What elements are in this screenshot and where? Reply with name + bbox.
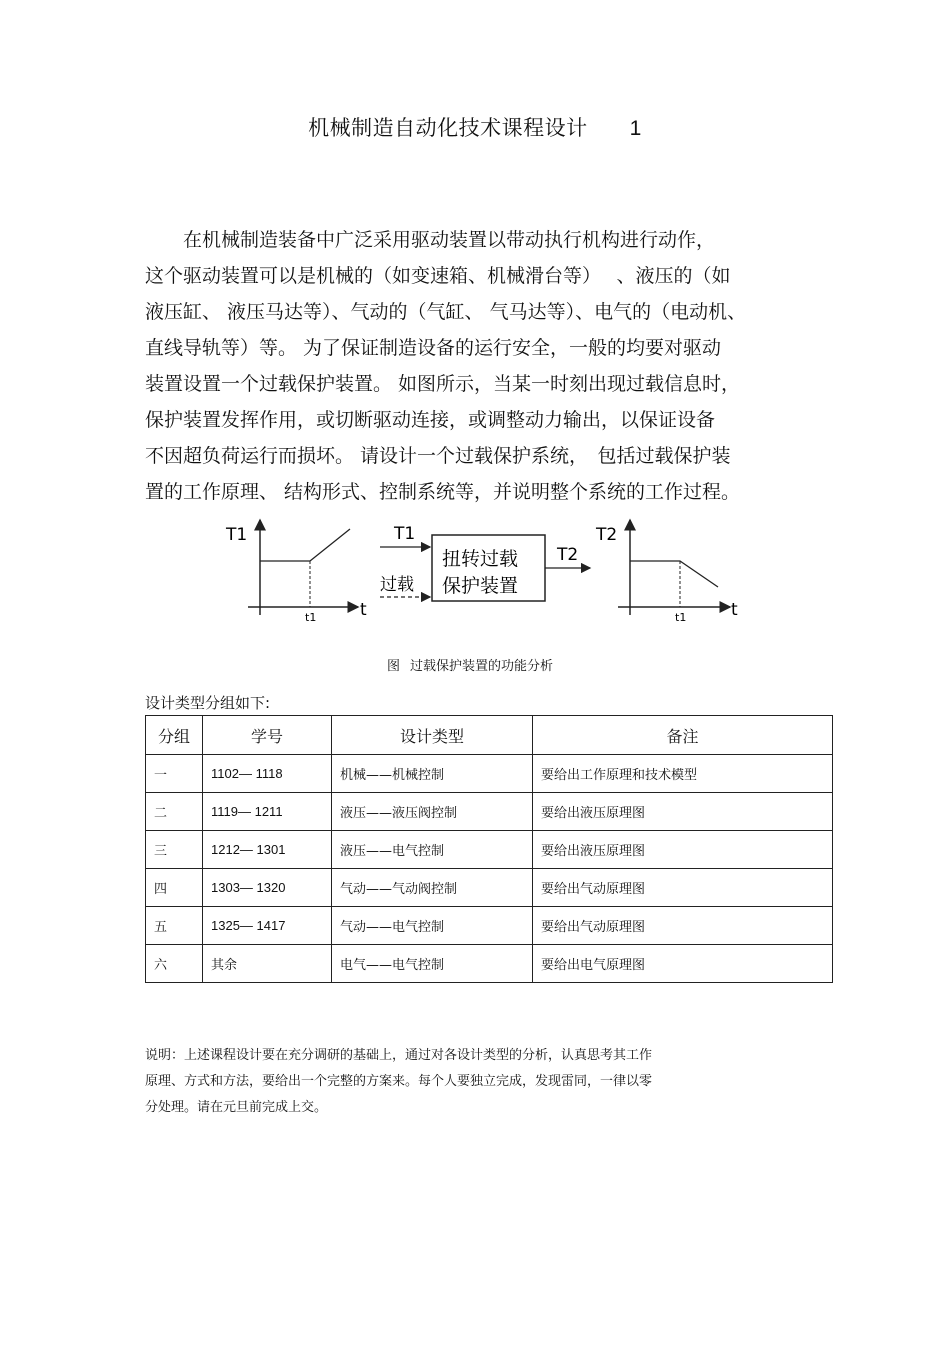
left-torque-graph bbox=[225, 520, 367, 624]
paragraph-line: 液压缸、 液压马达等）、气动的（气缸、 气马达等）、电气的（电动机、 bbox=[145, 301, 747, 323]
table-row bbox=[146, 755, 833, 793]
paragraph-line: 置的工作原理、 结构形式、控制系统等，并说明整个系统的工作过程。 bbox=[145, 481, 741, 503]
id-range-cell: 1325— 1417 bbox=[203, 907, 332, 945]
title-text: 机械制造自动化技术课程设计 bbox=[308, 116, 588, 140]
left-tick-label: t1 bbox=[305, 611, 317, 624]
paragraph-line: 不因超负荷运行而损坏。 请设计一个过载保护系统， 包括过载保护装 bbox=[145, 445, 731, 467]
table-header-row bbox=[146, 716, 833, 755]
left-x-label: t bbox=[360, 600, 367, 620]
group-cell: 二 bbox=[146, 793, 203, 831]
remark-cell: 要给出电气原理图 bbox=[533, 945, 833, 983]
right-torque-graph bbox=[595, 520, 738, 624]
right-x-label: t bbox=[731, 600, 738, 620]
block-diagram bbox=[380, 524, 590, 601]
caption-text: 过载保护装置的功能分析 bbox=[410, 659, 554, 674]
group-cell: 一 bbox=[146, 755, 203, 793]
remark-cell: 要给出液压原理图 bbox=[533, 831, 833, 869]
figure-caption bbox=[0, 655, 950, 674]
box-line-2: 保护装置 bbox=[442, 575, 519, 597]
id-range-cell: 其余 bbox=[203, 945, 332, 983]
note-line: 说明：上述课程设计要在充分调研的基础上，通过对各设计类型的分析，认真思考其工作 bbox=[145, 1048, 653, 1063]
table-row bbox=[146, 869, 833, 907]
table-row bbox=[146, 907, 833, 945]
remark-cell: 要给出工作原理和技术模型 bbox=[533, 755, 833, 793]
paragraph-line: 保护装置发挥作用，或切断驱动连接，或调整动力输出，以保证设备 bbox=[145, 409, 716, 431]
table-intro: 设计类型分组如下: bbox=[145, 694, 271, 712]
group-cell: 三 bbox=[146, 831, 203, 869]
left-y-label: T1 bbox=[226, 525, 248, 545]
design-type-cell: 液压——液压阀控制 bbox=[332, 793, 533, 831]
id-range-cell: 1303— 1320 bbox=[203, 869, 332, 907]
paragraph-line: 直线导轨等）等。 为了保证制造设备的运行安全，一般的均要对驱动 bbox=[145, 337, 722, 359]
design-type-cell: 电气——电气控制 bbox=[332, 945, 533, 983]
box-line-1: 扭转过载 bbox=[442, 548, 519, 570]
output-label: T2 bbox=[557, 545, 579, 565]
header-cell: 学号 bbox=[203, 716, 332, 755]
table-row bbox=[146, 945, 833, 983]
group-cell: 四 bbox=[146, 869, 203, 907]
id-range-cell: 1212— 1301 bbox=[203, 831, 332, 869]
header-cell: 设计类型 bbox=[332, 716, 533, 755]
design-type-cell: 机械——机械控制 bbox=[332, 755, 533, 793]
note-line: 原理、方式和方法，要给出一个完整的方案来。每个人要独立完成，发现雷同，一律以零 bbox=[145, 1074, 653, 1089]
design-type-cell: 气动——电气控制 bbox=[332, 907, 533, 945]
group-table bbox=[145, 715, 833, 983]
page-title bbox=[0, 112, 950, 142]
page-number: 1 bbox=[629, 117, 642, 140]
group-cell: 六 bbox=[146, 945, 203, 983]
design-type-cell: 气动——气动阀控制 bbox=[332, 869, 533, 907]
group-cell: 五 bbox=[146, 907, 203, 945]
paragraph-line: 这个驱动装置可以是机械的（如变速箱、机械滑台等） 、液压的（如 bbox=[145, 265, 731, 287]
overload-label: 过载 bbox=[380, 575, 414, 595]
input-label: T1 bbox=[394, 524, 416, 544]
paragraph-line: 装置设置一个过载保护装置。 如图所示，当某一时刻出现过载信息时， bbox=[145, 373, 741, 395]
header-cell: 分组 bbox=[146, 716, 203, 755]
right-y-label: T2 bbox=[596, 525, 618, 545]
body-paragraph bbox=[145, 222, 810, 510]
remark-cell: 要给出气动原理图 bbox=[533, 907, 833, 945]
right-tick-label: t1 bbox=[675, 611, 687, 624]
id-range-cell: 1119— 1211 bbox=[203, 793, 332, 831]
table-row bbox=[146, 793, 833, 831]
note-line: 分处理。请在元旦前完成上交。 bbox=[145, 1100, 328, 1115]
overload-function-figure bbox=[220, 515, 760, 630]
remark-cell: 要给出液压原理图 bbox=[533, 793, 833, 831]
paragraph-line: 在机械制造装备中广泛采用驱动装置以带动执行机构进行动作， bbox=[145, 229, 716, 251]
id-range-cell: 1102— 1118 bbox=[203, 755, 332, 793]
note-paragraph bbox=[145, 1043, 745, 1121]
design-type-cell: 液压——电气控制 bbox=[332, 831, 533, 869]
header-cell: 备注 bbox=[533, 716, 833, 755]
table-row bbox=[146, 831, 833, 869]
caption-prefix: 图 bbox=[386, 659, 400, 674]
remark-cell: 要给出气动原理图 bbox=[533, 869, 833, 907]
